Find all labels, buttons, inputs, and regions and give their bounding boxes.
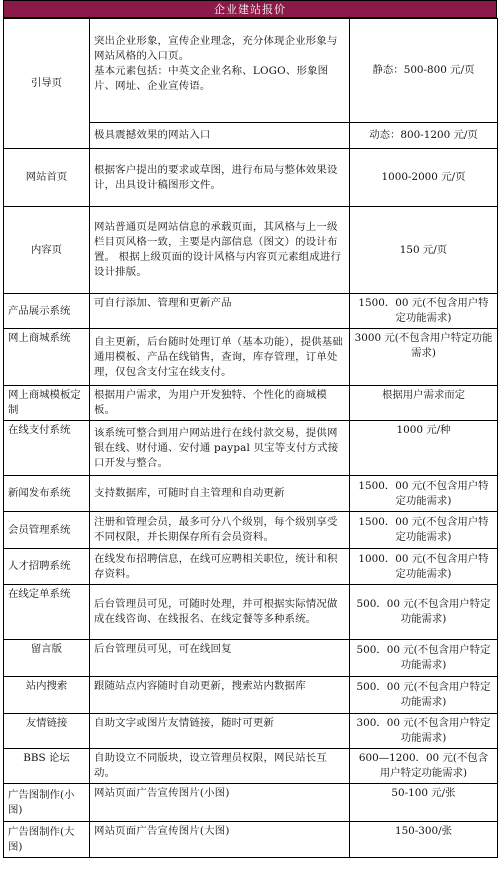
table-row [4,207,498,294]
table-row [4,677,498,714]
service-price: 300．00 元(不包含用户特定功能需求) [350,714,498,749]
service-name: 友情链接 [4,714,90,749]
service-name: 留言版 [4,640,90,677]
service-price: 500．00 元(不包含用户特定功能需求) [350,585,498,640]
service-desc: 根据用户需求，为用户开发独特、个性化的商城模板。 [90,386,350,421]
service-price: 1000．00 元(不包含用户特定功能需求) [350,549,498,585]
service-price: 静态：500-800 元/页 [350,19,498,123]
service-desc: 后台管理员可见，可在线回复 [90,640,350,677]
table-row [4,784,498,822]
service-price: 50-100 元/张 [350,784,498,822]
service-price: 1000 元/种 [350,421,498,476]
service-name: 会员管理系统 [4,512,90,549]
table-row [4,822,498,858]
service-price: 1500．00 元(不包含用户特定功能需求) [350,476,498,512]
service-name: 在线定单系统 [4,585,90,640]
service-desc: 该系统可整合到用户网站进行在线付款交易，提供网银在线、财付通、安付通 paypal 贝宝等支付方式接口开发与整合。 [90,421,350,476]
service-desc-line: 突出企业形象，宣传企业理念，充分体现企业形象与网站风格的入口页。 [94,34,338,62]
service-price: 1500．00 元(不包含用户特定功能需求) [350,512,498,549]
service-name: 新闻发布系统 [4,476,90,512]
service-name: 广告图制作(小图) [4,784,90,822]
service-name: 广告图制作(大图) [4,822,90,858]
service-price: 150-300/张 [350,822,498,858]
service-desc: 跟随站点内容随时自动更新，搜索站内数据库 [90,677,350,714]
service-desc: 网站页面广告宣传图片(大图) [90,822,350,858]
service-desc-line: 基本元素包括：中英文企业名称、LOGO、形象图片、网址、企业宣传语。 [94,64,329,92]
service-price: 500．00 元(不包含用户特定功能需求) [350,677,498,714]
service-name: 在线支付系统 [4,421,90,476]
sheet-title: 企业建站报价 [3,0,497,18]
service-desc: 极具震撼效果的网站入口 [90,123,350,149]
table-row [4,585,498,640]
service-desc: 自助文字或图片友情链接，随时可更新 [90,714,350,749]
table-row [4,386,498,421]
table-row [4,640,498,677]
service-name: 引导页 [4,19,90,149]
service-desc: 后台管理员可见，可随时处理，并可根据实际情况做成在线咨询、在线报名、在线定餐等多种系统。 [90,585,350,640]
price-table [3,18,498,858]
table-row [4,149,498,207]
table-row [4,294,498,329]
table-row [4,476,498,512]
service-desc: 自主更新，后台随时处理订单（基本功能），提供基础通用模板、产品在线销售，查询，库存管理，订单处理，仅包含支付宝在线支付。 [90,329,350,386]
service-desc: 可自行添加、管理和更新产品 [90,294,350,329]
service-desc: 在线发布招聘信息，在线可应聘相关职位，统计和积存资料。 [90,549,350,585]
table-row [4,512,498,549]
service-desc: 网站页面广告宣传图片(小图) [90,784,350,822]
service-name: 内容页 [4,207,90,294]
service-price: 1500．00 元(不包含用户特定功能需求) [350,294,498,329]
service-price: 150 元/页 [350,207,498,294]
service-price: 3000 元(不包含用户特定功能需求) [350,329,498,386]
service-desc: 根据客户提出的要求或草图，进行布局与整体效果设计，出具设计稿图形文件。 [90,149,350,207]
service-desc: 网站普通页是网站信息的承载页面，其风格与上一级栏目页风格一致，主要是内部信息（图文）的设计布置。 根据上级页面的设计风格与内容页元素组成进行设计排版。 [90,207,350,294]
service-name: 人才招聘系统 [4,549,90,585]
table-row [4,19,498,123]
service-price: 600—1200．00 元(不包含用户特定功能需求) [350,749,498,784]
service-name: 产品展示系统 [4,294,90,329]
service-desc [90,19,350,123]
service-price: 500．00 元(不包含用户特定功能需求) [350,640,498,677]
price-sheet [3,0,497,858]
service-name: 网上商城系统 [4,329,90,386]
table-row [4,714,498,749]
service-price: 动态：800-1200 元/页 [350,123,498,149]
table-row [4,329,498,386]
table-row [4,421,498,476]
table-row [4,749,498,784]
table-row [4,549,498,585]
service-desc: 支持数据库，可随时自主管理和自动更新 [90,476,350,512]
service-name: 网上商城模板定制 [4,386,90,421]
service-name: 站内搜索 [4,677,90,714]
service-desc: 自助设立不同版块，设立管理员权限，网民站长互动。 [90,749,350,784]
service-price: 1000-2000 元/页 [350,149,498,207]
service-name: 网站首页 [4,149,90,207]
service-price: 根据用户需求而定 [350,386,498,421]
service-desc: 注册和管理会员，最多可分八个级别，每个级别享受不同权限，并长期保存所有会员资料。 [90,512,350,549]
service-name: BBS 论坛 [4,749,90,784]
